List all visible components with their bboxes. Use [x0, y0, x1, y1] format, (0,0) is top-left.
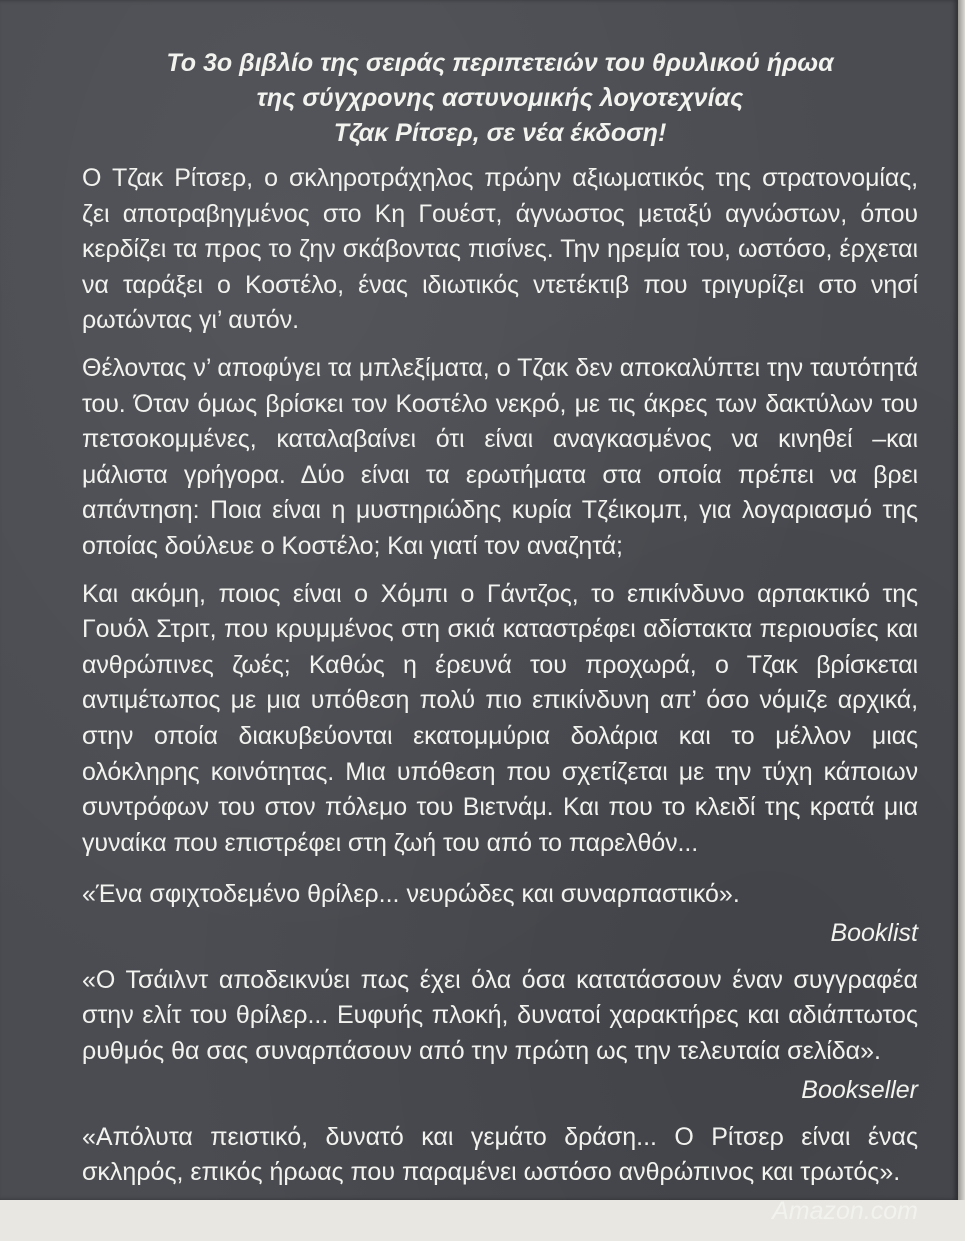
review-quote-2: «Ο Τσάιλντ αποδεικνύει πως έχει όλα όσα κατατάσσουν έναν συγγραφέα στην ελίτ του θρίλερ... Ευφυής πλοκή, δυνατοί χαρακτήρες και αδιάπτωτος ρυθμός θα σας συναρπάσουν από την πρώτη ως την τελευταία σελίδα». [82, 965, 918, 1066]
review-quote-1: «Ένα σφιχτοδεμένο θρίλερ... νευρώδες και συναρπαστικό». [82, 880, 740, 909]
page-edge [958, 0, 965, 1200]
back-cover-text [82, 46, 918, 1241]
synopsis-paragraph-2: Θέλοντας ν’ αποφύγει τα μπλεξίματα, ο Τζακ δεν αποκαλύπτει την ταυτότητά του. Όταν όμως βρίσκει τον Κοστέλο νεκρό, με τις άκρες των δακτύλων του πετσοκομμένες, καταλαβαίνει ότι είναι αναγκασμένος να κινηθεί –και μάλιστα γρήγορα. Δύο είναι τα ερωτήματα στα οποία πρέπει να βρει απάντηση: Ποια είναι η μυστηριώδης κυρία Τζέικομπ, για λογαριασμό της οποίας δούλευε ο Κοστέλο; Και γιατί τον αναζητά; [82, 353, 918, 560]
synopsis-paragraph-1: Ο Τζακ Ρίτσερ, ο σκληροτράχηλος πρώην αξιωματικός της στρατονομίας, ζει αποτραβηγμένος στο Κη Γουέστ, άγνωστος μεταξύ αγνώστων, όπου κερδίζει τα προς το ζην σκάβοντας πισίνες. Την ηρεμία του, ωστόσο, έρχεται να ταράξει ο Κοστέλο, ένας ιδιωτικός ντετέκτιβ που τριγυρίζει στο νησί ρωτώντας γι’ αυτόν. [82, 164, 918, 335]
review-quote-3: «Απόλυτα πειστικό, δυνατό και γεμάτο δράση... Ο Ρίτσερ είναι ένας σκληρός, επικός ήρωας που παραμένει ωστόσο ανθρώπινος και τρωτός». [82, 1122, 918, 1187]
headline-line-2: της σύγχρονης αστυνομικής λογοτεχνίας [256, 84, 744, 112]
review-source-3: Amazon.com [772, 1196, 918, 1225]
headline-line-1: Το 3ο βιβλίο της σειράς περιπετειών του θρυλικού ήρωα [166, 49, 834, 77]
review-source-2: Bookseller [801, 1075, 918, 1104]
headline [82, 46, 918, 151]
review-source-1: Booklist [830, 918, 918, 947]
synopsis-paragraph-3: Και ακόμη, ποιος είναι ο Χόμπι ο Γάντζος, το επικίνδυνο αρπακτικό της Γουόλ Στριτ, που κρυμμένος στη σκιά καταστρέφει αδίστακτα περιουσίες και ανθρώπινες ζωές; Καθώς η έρευνά του προχωρά, ο Τζακ βρίσκεται αντιμέτωπος με μια υπόθεση πολύ πιο επικίνδυνη απ’ όσο νόμιζε αρχικά, στην οποία διακυβεύονται εκατομμύρια δολάρια και το μέλλον μιας ολόκληρης κοινότητας. Μια υπόθεση που σχετίζεται με την τύχη κάποιων συντρόφων του στον πόλεμο του Βιετνάμ. Και που το κλειδί της κρατά μια γυναίκα που επιστρέφει στη ζωή του από το παρελθόν... [82, 579, 918, 857]
headline-line-3: Τζακ Ρίτσερ, σε νέα έκδοση! [333, 119, 667, 147]
